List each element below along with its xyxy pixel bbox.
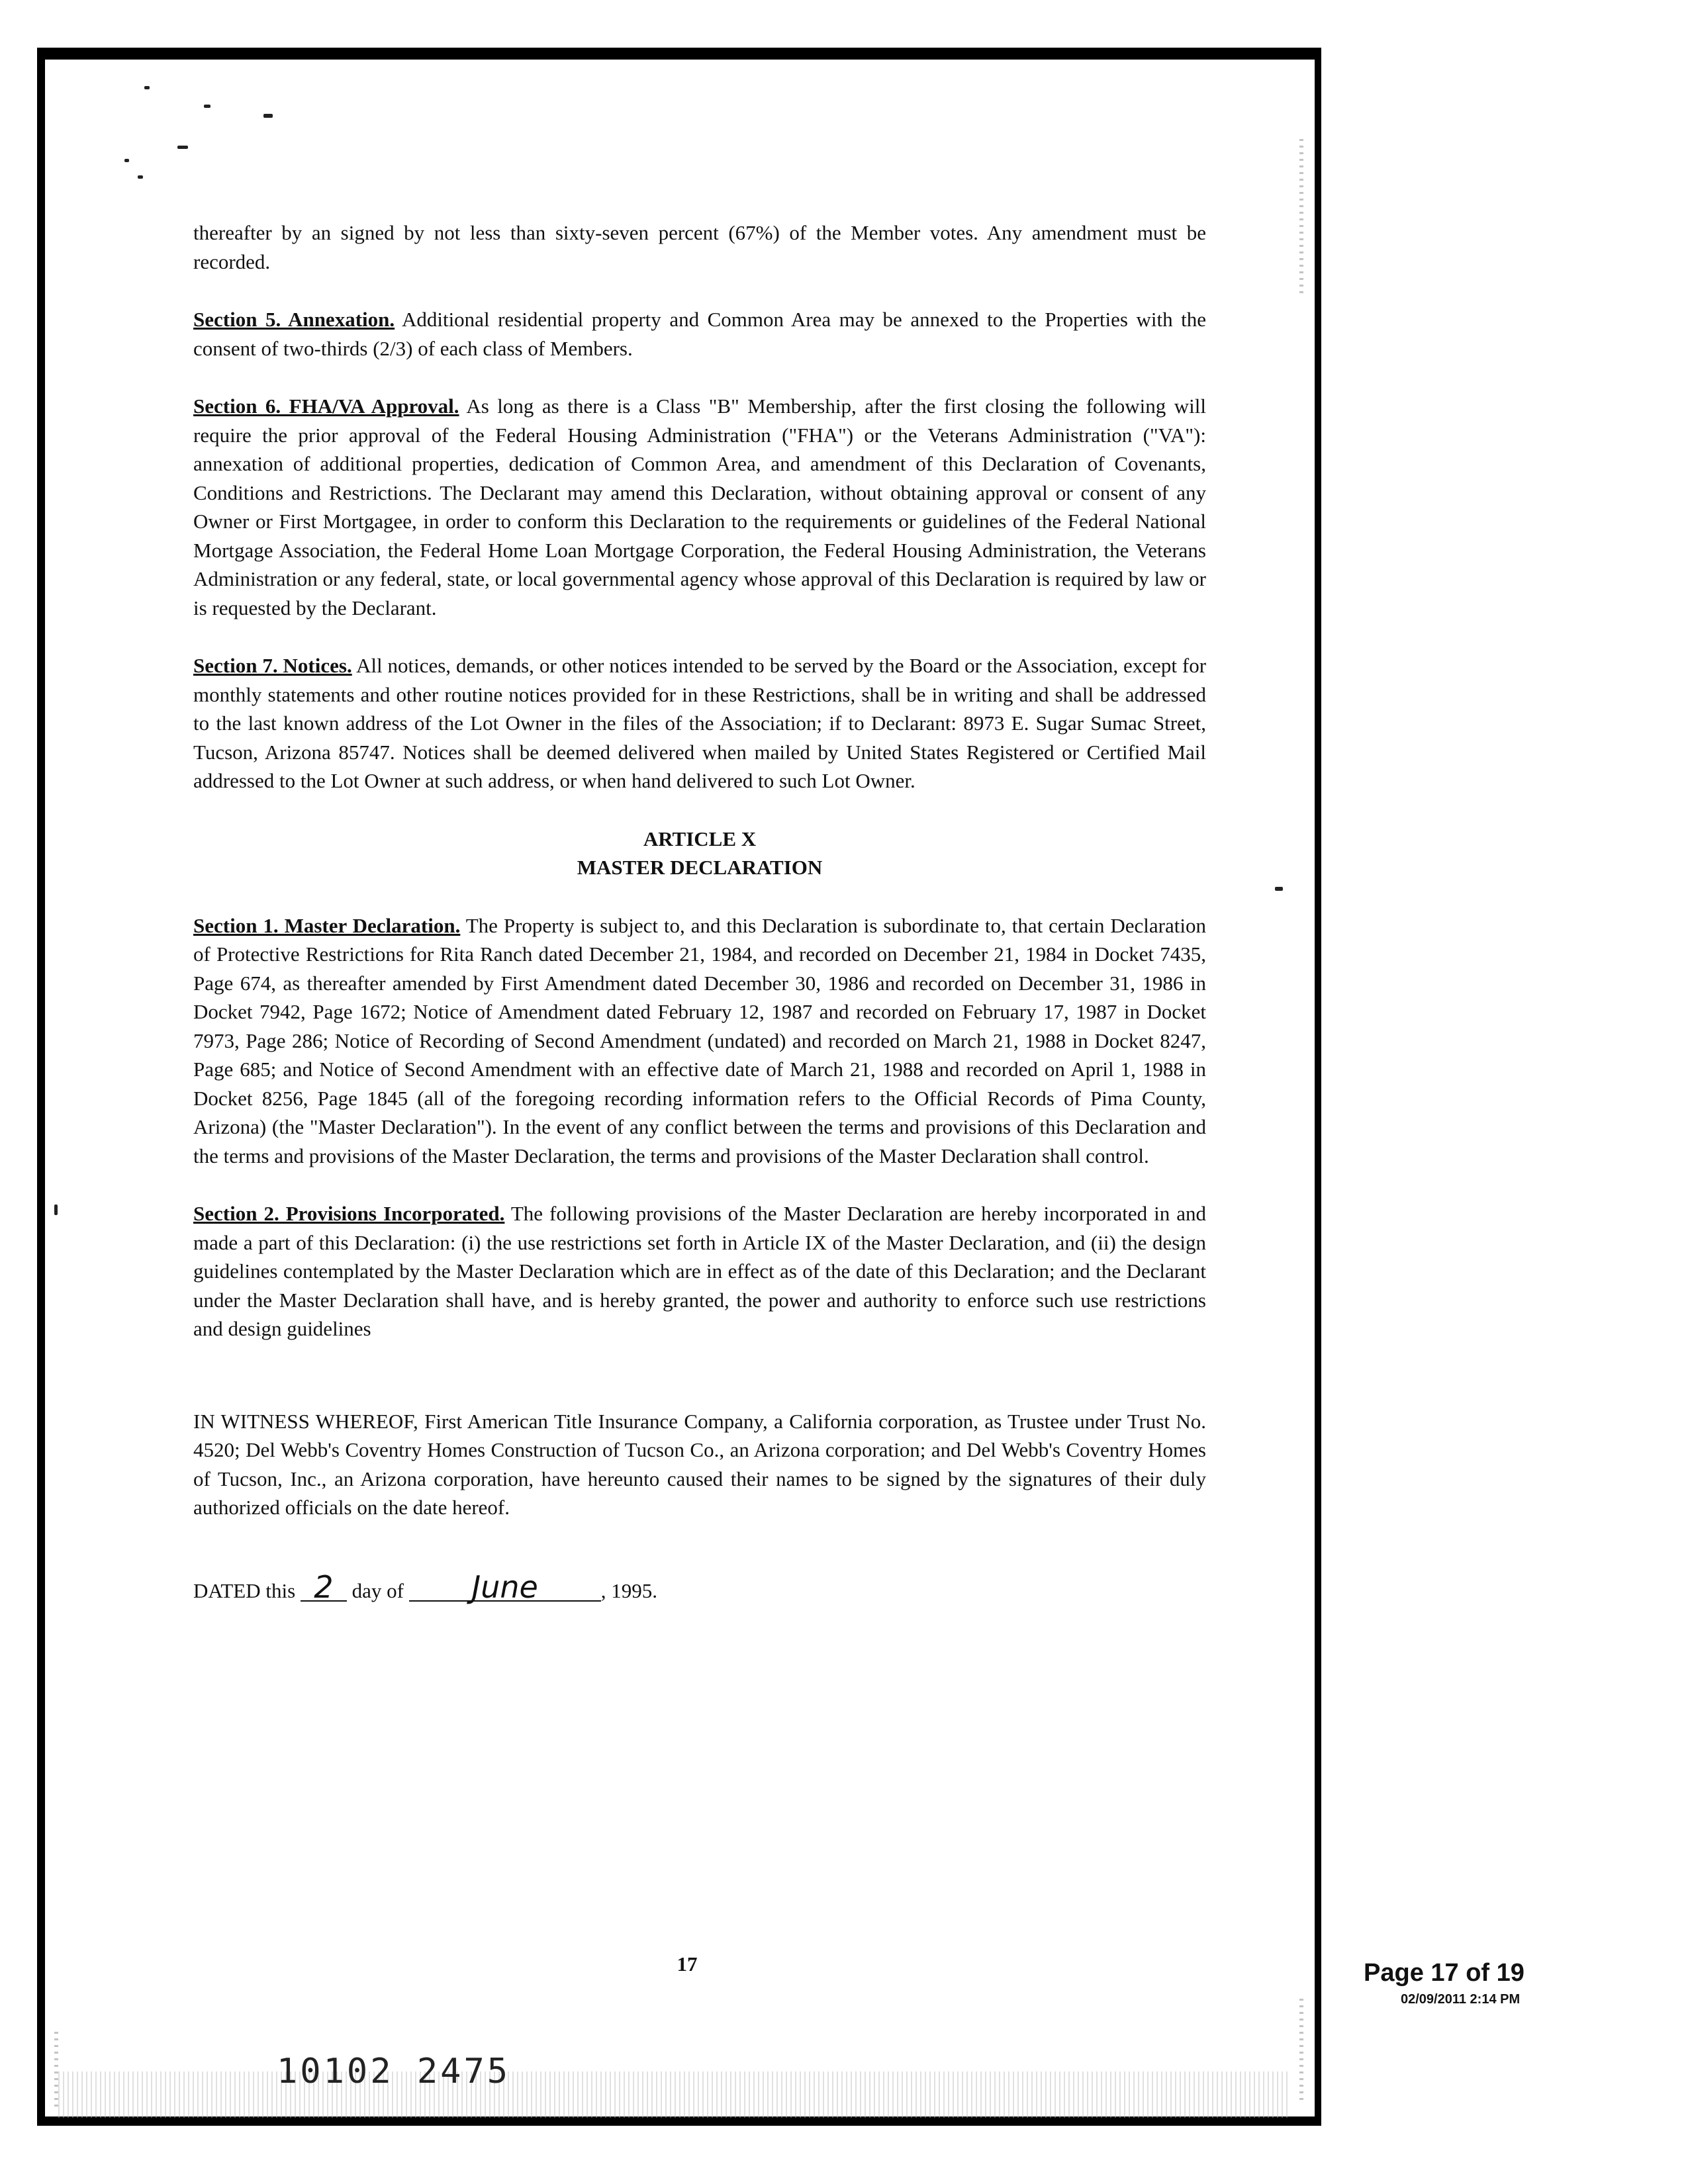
- page-count-label: Page 17 of 19: [1364, 1959, 1524, 1987]
- section-2-provisions-incorporated: [193, 1199, 1206, 1343]
- scan-noise: [58, 2071, 1289, 2118]
- section-text: As long as there is a Class "B" Membership, after the first closing the following will require the prior approval of the Federal Housing Administration ("FHA") or the Veterans Administration ("VA"): annexation of additional properties, dedication of Common Area, and amendment of this Declaration of Covenants, Conditions and Restrictions. The Declarant may amend this Declaration, without obtaining approval or consent of any Owner or First Mortgagee, in order to conform this Declaration to the requirements or guidelines of the Federal National Mortgage Association, the Federal Home Loan Mortgage Corporation, the Federal Housing Administration, the Veterans Administration or any federal, state, or local governmental agency whose approval of this Declaration is required by law or is requested by the Declarant.: [193, 394, 1206, 619]
- section-heading: Section 6. FHA/VA Approval.: [193, 394, 459, 418]
- print-timestamp: 02/09/2011 2:14 PM: [1401, 1992, 1521, 2007]
- section-heading: Section 7. Notices.: [193, 654, 352, 677]
- scan-noise: [1299, 139, 1303, 298]
- scan-speck: [54, 1205, 58, 1215]
- dated-suffix: , 1995.: [600, 1578, 657, 1602]
- scan-speck: [124, 159, 129, 162]
- handwritten-month: June: [409, 1574, 601, 1602]
- article-title: ARTICLE X: [643, 827, 757, 850]
- section-5-annexation: [193, 305, 1206, 363]
- scan-speck: [1275, 887, 1283, 891]
- section-heading: Section 5. Annexation.: [193, 308, 395, 331]
- article-heading: [193, 825, 1206, 882]
- section-7-notices: [193, 651, 1206, 796]
- dated-line: [193, 1569, 1206, 1606]
- dated-mid: day of: [346, 1578, 409, 1602]
- scan-noise: [1299, 1999, 1303, 2105]
- section-1-master-declaration: [193, 911, 1206, 1171]
- section-6-fha-va-approval: [193, 392, 1206, 622]
- scan-speck: [204, 105, 211, 108]
- article-subtitle: MASTER DECLARATION: [577, 856, 823, 879]
- witness-paragraph: IN WITNESS WHEREOF, First American Title Insurance Company, a California corporation, as Trustee under Trust No. 4520; Del Webb's Coventry Homes Construction of Tucson Co., an Arizona corporation; and Del Webb's Coventry Homes of Tucson, Inc., an Arizona corporation, have hereunto caused their names to be signed by the signatures of their duly authorized officials on the date hereof.: [193, 1409, 1206, 1519]
- scan-speck: [263, 114, 273, 118]
- section-text: The following provisions of the Master Declaration are hereby incorporated in and made a part of this Declaration: (i) the use restrictions set forth in Article IX of the Master Declaration, and (ii) the design guidelines contemplated by the Master Declaration which are in effect as of the date of this Declaration; and the Declarant under the Master Declaration shall have, and is hereby granted, the power and authority to enforce such use restrictions and design guidelines: [193, 1202, 1207, 1340]
- scan-speck: [144, 86, 150, 89]
- dated-prefix: DATED this: [193, 1578, 301, 1602]
- page-number: 17: [677, 1952, 698, 1976]
- section-heading: Section 2. Provisions Incorporated.: [193, 1202, 505, 1225]
- scan-speck: [177, 146, 188, 149]
- section-text: All notices, demands, or other notices intended to be served by the Board or the Association, except for monthly statements and other routine notices provided for in these Restrictions, shall be in writing and shall be addressed to the last known address of the Lot Owner in the files of the Association; if to Declarant: 8973 E. Sugar Sumac Street, Tucson, Arizona 85747. Notices shall be deemed delivered when mailed by United States Registered or Certified Mail addressed to the Lot Owner at such address, or when hand delivered to such Lot Owner.: [193, 654, 1207, 792]
- intro-paragraph: thereafter by an signed by not less than sixty-seven percent (67%) of the Member votes. Any amendment must be recorded.: [193, 221, 1206, 273]
- scanned-page: [37, 48, 1321, 2126]
- scan-speck: [138, 175, 143, 179]
- handwritten-day: 2: [301, 1574, 347, 1602]
- section-text: The Property is subject to, and this Declaration is subordinate to, that certain Declaration of Protective Restrictions for Rita Ranch dated December 21, 1984, and recorded on December 21, 1984 in Docket 7435, Page 674, as thereafter amended by First Amendment dated December 30, 1986 and recorded on December 31, 1986 in Docket 7942, Page 1672; Notice of Amendment dated February 12, 1987 and recorded on February 17, 1987 in Docket 7973, Page 286; Notice of Recording of Second Amendment (undated) and recorded on March 21, 1988 in Docket 8247, Page 685; and Notice of Second Amendment with an effective date of March 21, 1988 and recorded on April 1, 1988 in Docket 8256, Page 1845 (all of the foregoing recording information refers to the Official Records of Pima County, Arizona) (the "Master Declaration"). In the event of any conflict between the terms and provisions of this Declaration and the terms and provisions of the Master Declaration, the terms and provisions of the Master Declaration shall control.: [193, 913, 1206, 1167]
- docket-stamp: 10102 2475: [277, 2052, 511, 2091]
- section-text: Additional residential property and Common Area may be annexed to the Properties with the consent of two-thirds (2/3) of each class of Members.: [193, 308, 1207, 360]
- section-heading: Section 1. Master Declaration.: [193, 913, 461, 937]
- document-body: [193, 218, 1206, 1634]
